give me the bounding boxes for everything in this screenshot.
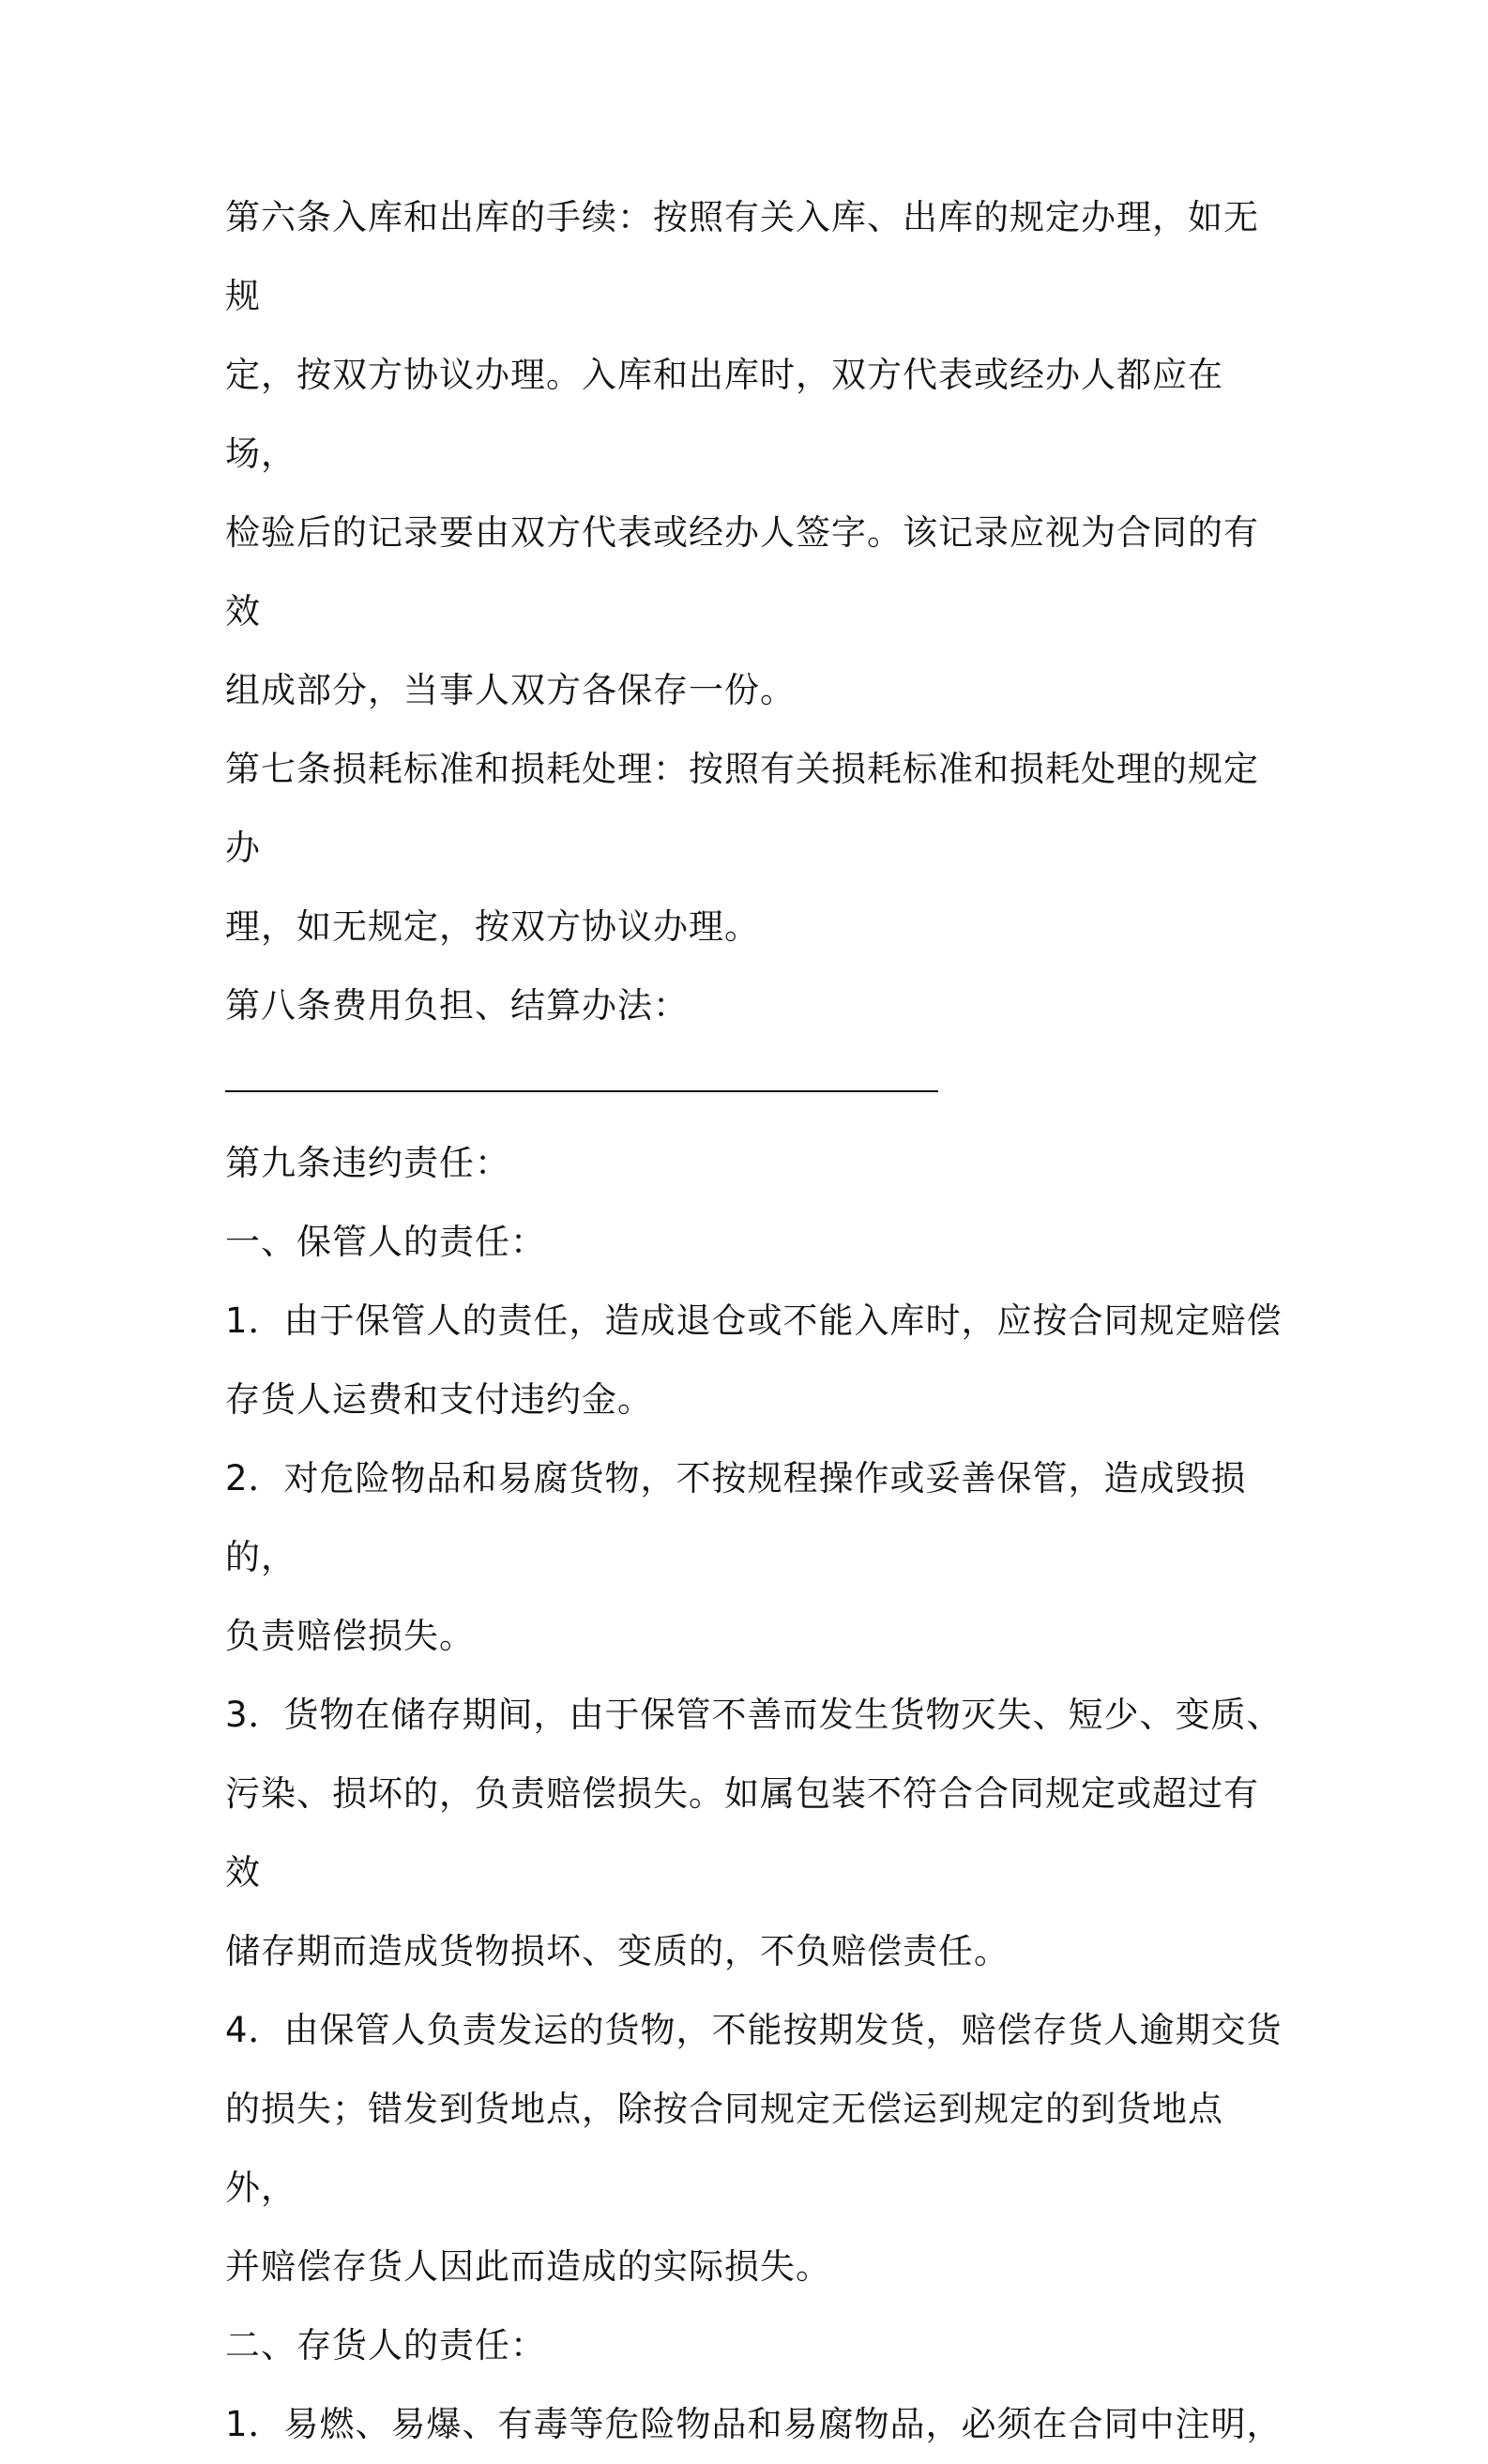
- article-9-heading: 第九条违约责任：: [225, 1143, 510, 1183]
- blank-underline: [225, 1090, 938, 1092]
- section-1-heading: 一、保管人的责任：: [225, 1222, 546, 1262]
- article-6-line-3: 检验后的记录要由双方代表或经办人签字。该记录应视为合同的有效: [225, 512, 1259, 631]
- item-1-1-line-1: 1．由于保管人的责任，造成退仓或不能入库时，应按合同规定赔偿: [225, 1300, 1283, 1341]
- item-1-1-line-2: 存货人运费和支付违约金。: [225, 1379, 653, 1420]
- item-1-4-line-3: 并赔偿存货人因此而造成的实际损失。: [225, 2246, 831, 2287]
- article-6-line-4: 组成部分，当事人双方各保存一份。: [225, 670, 796, 710]
- document-body: [225, 178, 1285, 2464]
- article-8-heading: 第八条费用负担、结算办法：: [225, 985, 689, 1026]
- article-6-line-2: 定，按双方协议办理。入库和出库时，双方代表或经办人都应在场，: [225, 355, 1223, 474]
- item-1-3-line-1: 3．货物在储存期间，由于保管不善而发生货物灭失、短少、变质、: [225, 1695, 1283, 1735]
- item-1-3-line-2: 污染、损坏的，负责赔偿损失。如属包装不符合合同规定或超过有效: [225, 1773, 1259, 1893]
- article-7-line-1: 第七条损耗标准和损耗处理：按照有关损耗标准和损耗处理的规定办: [225, 749, 1259, 868]
- item-1-2-line-2: 负责赔偿损失。: [225, 1616, 475, 1656]
- item-1-4-line-1: 4．由保管人负责发运的货物，不能按期发货，赔偿存货人逾期交货: [225, 2010, 1283, 2050]
- item-1-4-line-2: 的损失；错发到货地点，除按合同规定无偿运到规定的到货地点外，: [225, 2089, 1223, 2208]
- item-1-2-line-1: 2．对危险物品和易腐货物，不按规程操作或妥善保管，造成毁损的，: [225, 1458, 1247, 1577]
- section-2-heading: 二、存货人的责任：: [225, 2325, 546, 2365]
- item-2-1-line-1: 1．易燃、易爆、有毒等危险物品和易腐物品，必须在合同中注明，: [225, 2404, 1283, 2444]
- item-1-3-line-3: 储存期而造成货物损坏、变质的，不负赔偿责任。: [225, 1931, 1010, 1971]
- article-6-line-1: 第六条入库和出库的手续：按照有关入库、出库的规定办理，如无规: [225, 197, 1259, 316]
- fill-in-blank-line: [225, 1045, 1285, 1124]
- article-7-line-2: 理，如无规定，按双方协议办理。: [225, 906, 760, 947]
